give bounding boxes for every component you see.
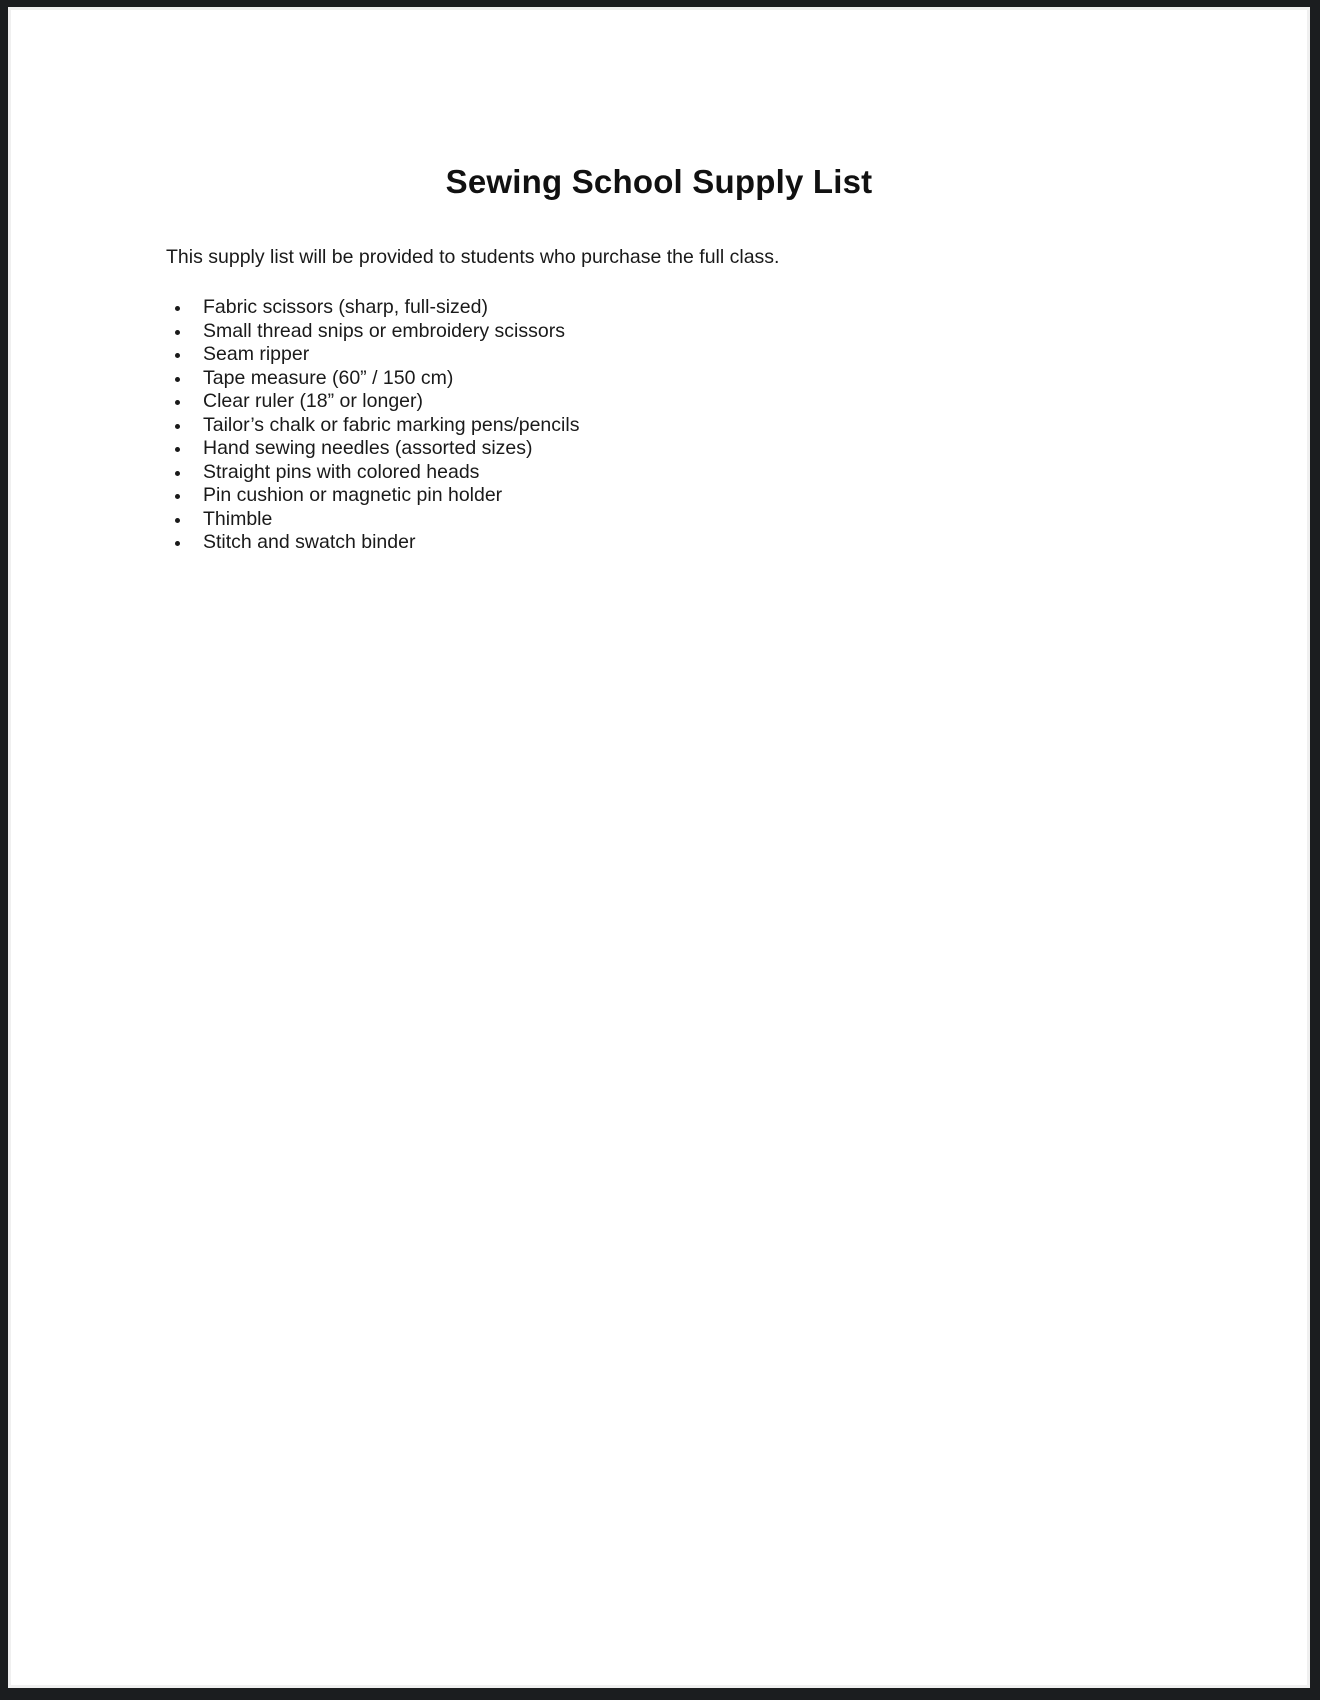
list-item: Hand sewing needles (assorted sizes) [166, 437, 1152, 461]
list-item: Stitch and swatch binder [166, 531, 1152, 555]
list-item: Clear ruler (18” or longer) [166, 390, 1152, 414]
list-item: Fabric scissors (sharp, full-sized) [166, 296, 1152, 320]
list-item: Straight pins with colored heads [166, 461, 1152, 485]
list-item: Seam ripper [166, 343, 1152, 367]
list-item: Small thread snips or embroidery scissors [166, 320, 1152, 344]
list-item: Tailor’s chalk or fabric marking pens/pencils [166, 414, 1152, 438]
list-item: Thimble [166, 508, 1152, 532]
document-content [11, 10, 1307, 555]
supply-list [166, 296, 1152, 555]
intro-paragraph: This supply list will be provided to students who purchase the full class. [166, 245, 780, 268]
list-item: Tape measure (60” / 150 cm) [166, 367, 1152, 391]
list-item: Pin cushion or magnetic pin holder [166, 484, 1152, 508]
page-title: Sewing School Supply List [445, 163, 873, 200]
document-page [8, 7, 1310, 1688]
